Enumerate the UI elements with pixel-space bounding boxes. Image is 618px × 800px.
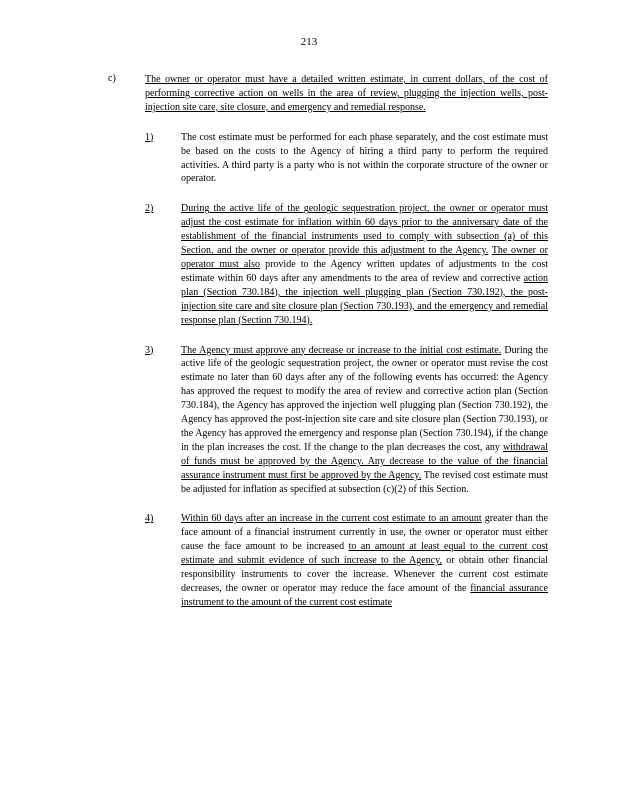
body-text: The revised cost estimate must be adjusted for inflation as specified at subsection (c)(2) of this Section.: [181, 469, 548, 495]
underlined-text: to an amount at least equal to the current cost estimate and submit evidence of such increase to the Agency,: [181, 541, 548, 567]
list-item: [108, 131, 548, 187]
item-text: [181, 131, 548, 187]
body-text: During the active life of the geologic sequestration project, the owner or operator must revise the cost estimate no later than 60 days after any of the following events has occurred: the Agency has approved the request to modify the area of review and corrective action plan (Section 730.184), the Agency has approved the injection well plugging plan (Section 730.192), the Agency has approved the post-injection site care and site closure plan (Section 730.193), or the Agency has approved the emergency and response plan (Section 730.194), if the change in the plan increases the cost. If the change to the plan decreases the cost, any: [181, 344, 548, 453]
body-text: greater than the face amount of a financial instrument currently in use, the owner or operator must either cause the face amount to be increased: [181, 513, 548, 553]
item-number: 2): [145, 203, 154, 215]
body-text: or obtain other financial responsibility instruments to cover the increase. Whenever the current cost estimate decreases, the owner or operator may reduce the face amount of the: [181, 555, 548, 594]
item-number: 3): [145, 344, 154, 356]
body-text: The cost estimate must be performed for each phase separately, and the cost estimate must be based on the costs to the Agency of hiring a third party to perform the required activities. A third party is a party who is not within the corporate structure of the owner or operator.: [181, 131, 548, 185]
underlined-text: action plan (Section 730.184), the injection well plugging plan (Section 730.192), the post-injection site care and site closure plan (Section 730.193), and the emergency and remedial response plan (Section 730.194).: [181, 272, 548, 326]
list-item: [108, 344, 548, 497]
item-number: 1): [145, 131, 154, 143]
item-text: [181, 202, 548, 327]
item-text: [181, 512, 548, 609]
section-c: [108, 73, 548, 610]
list-item: [108, 202, 548, 327]
section-intro: The owner or operator must have a detailed written estimate, in current dollars, of the cost of performing corrective action on wells in the area of review, plugging the injection wells, post-injection site care, site closure, and emergency and remedial response.: [145, 74, 548, 113]
page-number: 213: [300, 36, 318, 48]
item-text: [181, 344, 548, 497]
item-number: 4): [145, 513, 154, 525]
section-marker: c): [108, 73, 116, 84]
underlined-text: The Agency must approve any decrease or increase to the initial cost estimate.: [181, 344, 502, 356]
list-item: [108, 512, 548, 609]
underlined-text: financial assurance instrument to the amount of the current cost estimate: [181, 583, 548, 608]
underlined-text: Within 60 days after an increase in the current cost estimate to an amount: [181, 513, 482, 525]
underlined-text: The owner or operator must also: [181, 245, 548, 270]
underlined-text: withdrawal of funds must be approved by the Agency. Any decrease to the value of the financial assurance instrument must first be approved by the Agency.: [181, 441, 548, 481]
underlined-text: During the active life of the geologic sequestration project, the owner or operator must adjust the cost estimate for inflation within 60 days prior to the anniversary date of the establishment of the financial instruments used to comply with subsection (a) of this Section, and the owner or operator provide this adjustment to the Agency.: [181, 203, 548, 257]
body-text: provide to the Agency written updates of adjustments to the cost estimate within 60 days after any amendments to the area of review and corrective: [181, 258, 549, 284]
item-list: [108, 131, 548, 610]
